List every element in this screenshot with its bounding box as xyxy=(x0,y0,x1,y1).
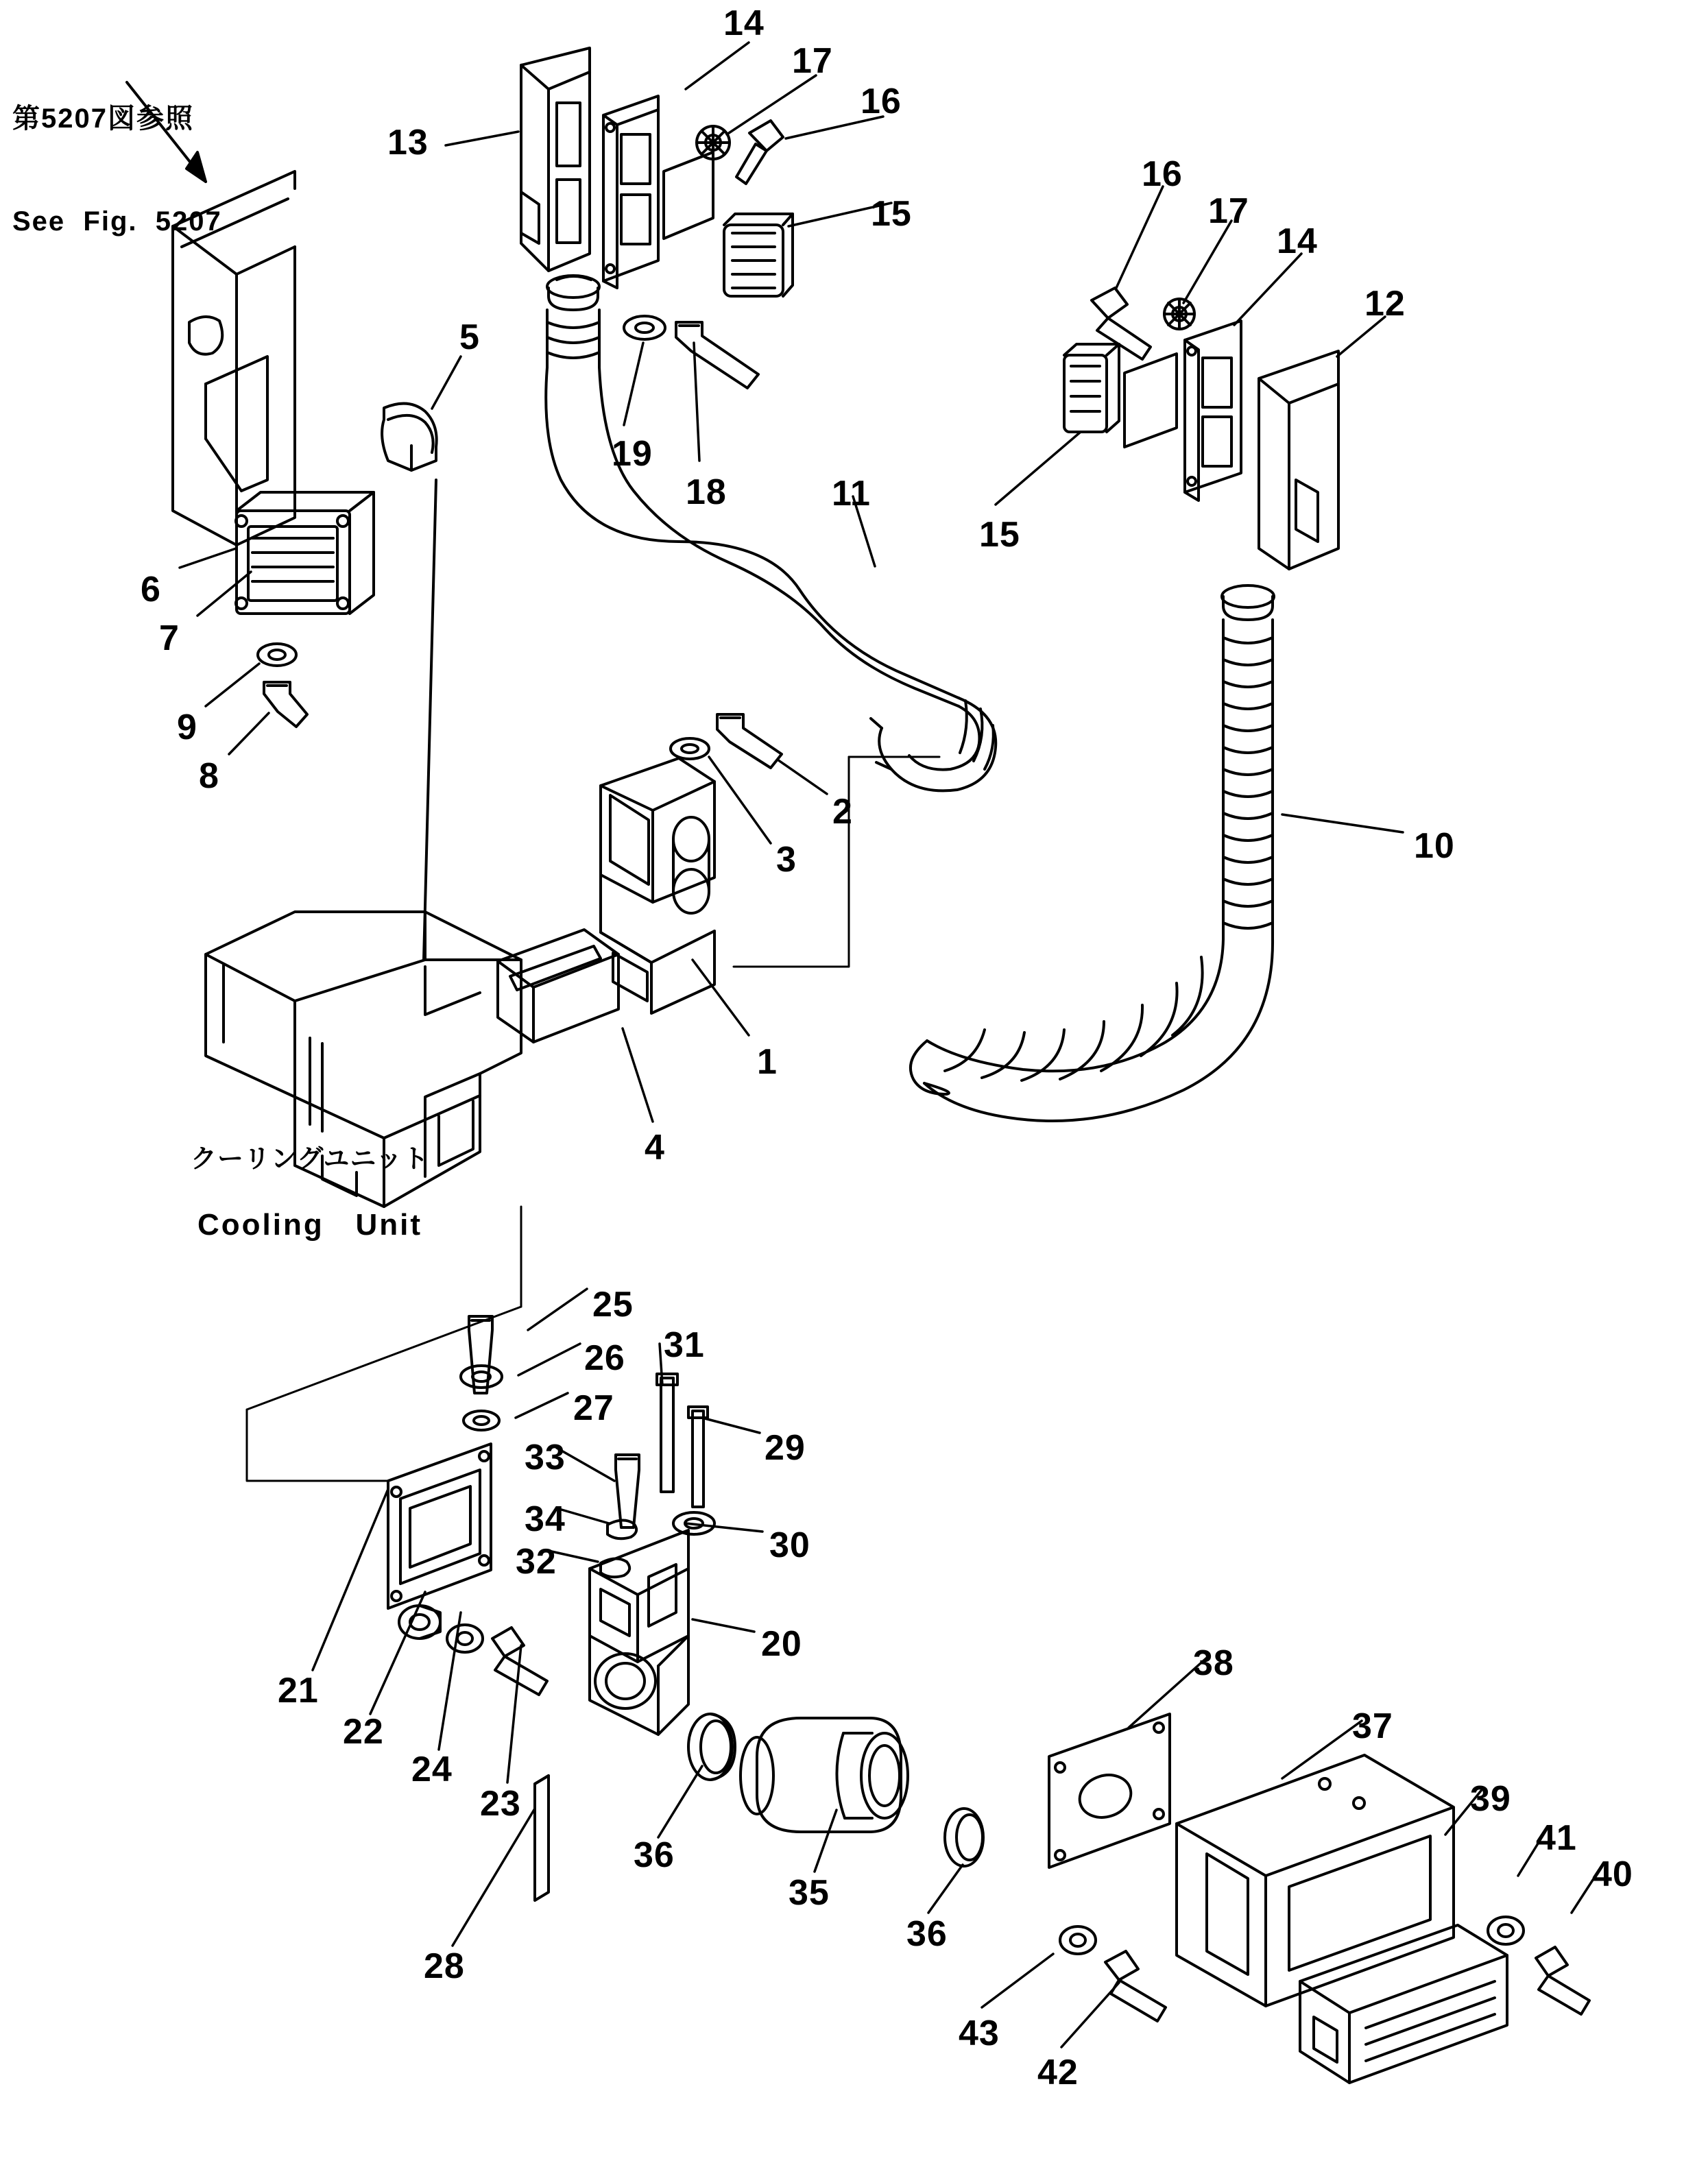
part-14-bracket xyxy=(603,96,658,288)
part-10-hose xyxy=(911,585,1274,1121)
part-8-bolt xyxy=(264,682,307,727)
part-18-bolt xyxy=(676,322,758,388)
callout-number-34: 34 xyxy=(525,1499,566,1539)
part-29-rod xyxy=(688,1407,708,1507)
callout-number-17: 17 xyxy=(792,41,833,81)
reference-note xyxy=(12,33,222,307)
callout-number-32: 32 xyxy=(516,1542,557,1582)
reference-note-jp: 第5207図参照 xyxy=(12,104,194,134)
part-36-ring-left xyxy=(688,1714,735,1780)
callout-number-36: 36 xyxy=(634,1835,675,1875)
part-26-washer xyxy=(461,1366,502,1388)
part-37-frame xyxy=(1177,1755,1454,2006)
callout-number-3: 3 xyxy=(776,840,797,880)
part-42-bolt xyxy=(1105,1951,1166,2021)
callout-number-26: 26 xyxy=(584,1338,625,1378)
part-39-washer xyxy=(1488,1917,1524,1944)
callout-number-43: 43 xyxy=(959,2014,1000,2053)
callout-number-29: 29 xyxy=(765,1428,806,1468)
part-41-bolt xyxy=(1536,1947,1589,2014)
part-19-washer xyxy=(624,316,665,339)
part-4-vent-plate xyxy=(498,930,618,1042)
callout-number-30: 30 xyxy=(769,1525,810,1565)
callout-number-41: 41 xyxy=(1536,1818,1577,1858)
part-38-plate xyxy=(1049,1714,1170,1868)
part-12-duct-right xyxy=(1259,351,1338,569)
callout-number-28: 28 xyxy=(424,1946,465,1986)
callout-number-9: 9 xyxy=(177,708,197,747)
callout-number-5: 5 xyxy=(459,317,480,357)
callout-number-14: 14 xyxy=(723,3,765,43)
part-22-bushing xyxy=(399,1606,440,1639)
callout-number-37: 37 xyxy=(1352,1706,1393,1746)
callout-number-19: 19 xyxy=(612,434,653,474)
part-21-frame xyxy=(388,1444,491,1608)
part-16-screw xyxy=(736,121,783,184)
part-6-7-louver xyxy=(236,492,374,614)
callout-number-15: 15 xyxy=(979,515,1020,555)
part-40-lower-grille xyxy=(1300,1925,1507,2083)
callout-number-1: 1 xyxy=(757,1042,778,1082)
callout-number-40: 40 xyxy=(1592,1854,1633,1894)
part-3-washer xyxy=(671,738,709,759)
callout-number-13: 13 xyxy=(387,123,429,162)
part-9-washer xyxy=(258,644,296,666)
callout-number-17: 17 xyxy=(1208,191,1249,231)
part-28-pin xyxy=(535,1776,549,1900)
cooling-unit-label xyxy=(180,1114,440,1272)
callout-number-16: 16 xyxy=(1142,154,1183,194)
callout-number-14: 14 xyxy=(1277,221,1318,261)
callout-number-22: 22 xyxy=(343,1712,384,1752)
callout-number-42: 42 xyxy=(1037,2053,1079,2092)
callout-number-4: 4 xyxy=(645,1128,665,1168)
callout-number-11: 11 xyxy=(832,474,871,513)
callout-number-7: 7 xyxy=(159,618,180,658)
part-5-elbow xyxy=(382,404,437,470)
part-16-screw-right xyxy=(1092,288,1151,359)
callout-number-35: 35 xyxy=(789,1873,830,1913)
cooling-unit-label-jp: クーリングユニット xyxy=(191,1144,429,1174)
callout-number-27: 27 xyxy=(573,1388,614,1428)
part-35-nozzle xyxy=(741,1718,908,1832)
callout-number-18: 18 xyxy=(686,472,727,512)
callout-number-31: 31 xyxy=(664,1325,705,1365)
callout-number-38: 38 xyxy=(1193,1643,1234,1683)
part-36-ring-right xyxy=(945,1809,983,1866)
callout-number-39: 39 xyxy=(1470,1779,1511,1819)
reference-note-en: See Fig. 5207 xyxy=(12,206,222,237)
leader-5-to-unit xyxy=(424,480,436,960)
part-33-bolt xyxy=(616,1455,639,1527)
cooling-unit-label-en: Cooling Unit xyxy=(197,1207,422,1242)
callout-number-16: 16 xyxy=(861,82,902,121)
callout-number-6: 6 xyxy=(141,570,161,609)
part-27-washer xyxy=(464,1411,499,1430)
part-14-bracket-right xyxy=(1185,321,1241,500)
part-17-star-washer xyxy=(697,126,730,159)
callout-number-24: 24 xyxy=(411,1750,453,1789)
part-15-filter xyxy=(664,152,793,296)
part-24-washer xyxy=(447,1625,483,1652)
callout-number-20: 20 xyxy=(761,1624,802,1664)
callout-number-12: 12 xyxy=(1364,284,1406,324)
callout-number-23: 23 xyxy=(480,1784,521,1824)
part-17-star-washer-right xyxy=(1164,299,1194,329)
callout-number-25: 25 xyxy=(592,1285,634,1325)
part-11-hose xyxy=(546,276,996,790)
part-13-duct xyxy=(521,48,590,271)
callout-number-33: 33 xyxy=(525,1438,566,1477)
callout-number-15: 15 xyxy=(871,194,912,234)
callout-number-36: 36 xyxy=(906,1914,948,1954)
callout-number-2: 2 xyxy=(832,792,853,832)
part-43-washer xyxy=(1060,1926,1096,1954)
callout-number-10: 10 xyxy=(1414,826,1455,866)
callout-number-8: 8 xyxy=(199,756,219,796)
part-2-bolt xyxy=(717,714,782,768)
part-31-pin xyxy=(657,1374,677,1492)
callout-number-21: 21 xyxy=(278,1671,319,1711)
